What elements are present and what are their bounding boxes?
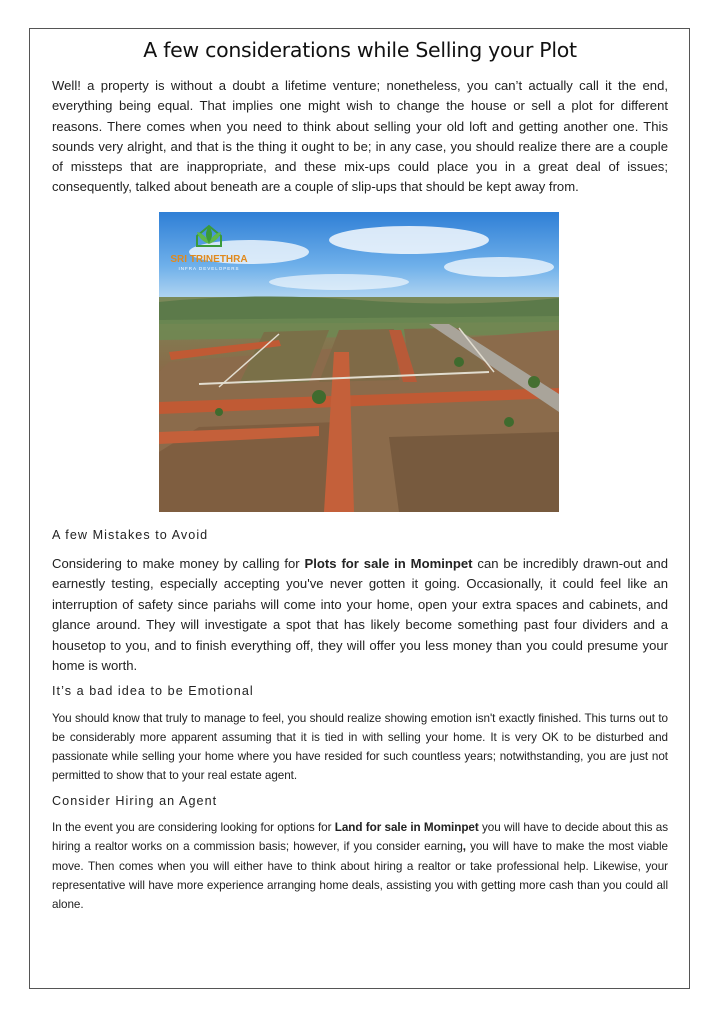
section-heading-mistakes: A few Mistakes to Avoid [52, 527, 209, 542]
section-paragraph-mistakes: Considering to make money by calling for Plots for sale in Mominpet can be incredibly drawn-out and earnestly testing, especially accepting you've never gotten it going. Occasionally, it could feel like an interruption of safety since pariahs will come into your home, open your extra spaces and cabinets, and glance around. They will investigate a spot that has likely become something past four dividers and a housetop to you, and to finish everything off, they will offer you less money than you could presume your home is worth. [52, 555, 669, 674]
section-heading-emotional: It’s a bad idea to be Emotional [52, 683, 254, 698]
section-heading-agent: Consider Hiring an Agent [52, 794, 218, 809]
logo-tagline: INFRA DEVELOPERS [178, 265, 240, 271]
page-title: A few considerations while Selling your Plot [143, 38, 577, 62]
keyword-land-for-sale: Land for sale in Mominpet [334, 821, 479, 835]
logo [167, 220, 251, 276]
intro-paragraph: Well! a property is without a doubt a lifetime venture; nonetheless, you can’t actually call it the end, everything being equal. That implies one might wish to change the house or sell a plot for different reasons. There comes when you need to think about selling your old loft and getting another one. This sounds very alright, and that is the thing it ought to be; in any case, you should realize there are a couple of missteps that are inappropriate, and these mix-ups could place you in a great deal of issues; consequently, talked about beneath are a couple of slip-ups that should be kept away from. [52, 78, 668, 195]
section-paragraph-emotional: You should know that truly to manage to feel, you should realize showing emotion isn't exactly finished. This turns out to be considerably more apparent assuming that it is tied in with selling your home. It is very OK to be disturbed and passionate while selling your home where you have resided for such countless years; notwithstanding, you are just not permitted to show that to your real estate agent. [52, 711, 668, 783]
logo-name: SRI TRINETHRA [170, 253, 248, 265]
keyword-plots-for-sale: Plots for sale in Mominpet [304, 555, 473, 571]
aerial-plot-photo [159, 212, 559, 512]
document-body [52, 36, 668, 914]
section-paragraph-agent: In the event you are considering looking for options for Land for sale in Mominpet you will have to decide about this as hiring a realtor works on a commission basis; however, if you consider earning, you will have to make the most viable move. Then comes when you will either have to think about hiring a realtor or take professional help. Likewise, your representative will have more experience arranging home deals, assisting you with getting more cash than you could all alone. [52, 821, 668, 911]
